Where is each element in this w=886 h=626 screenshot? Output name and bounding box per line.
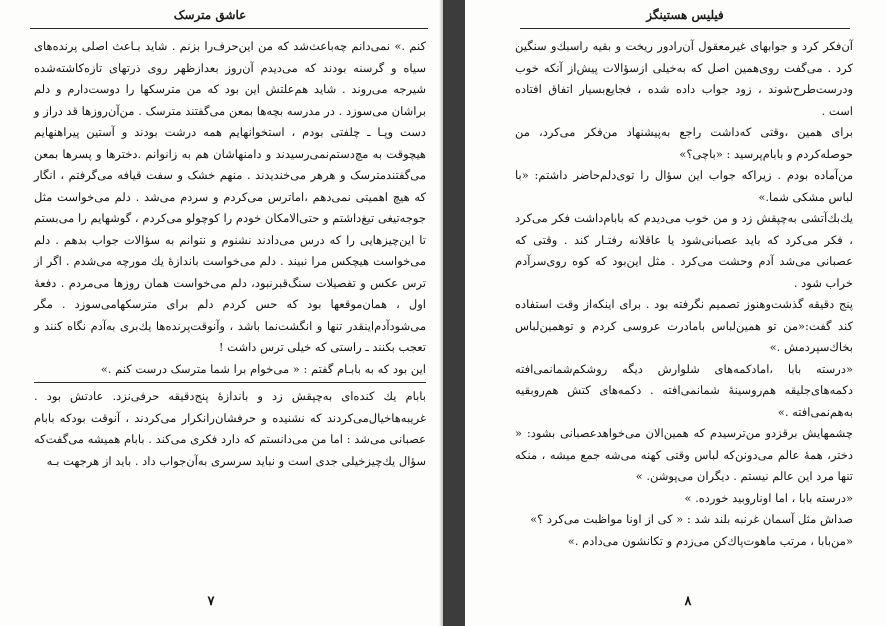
- paragraph: بابام یك‌ کنده‌ای به‌چپقش زد و باندازهٔ پنج‌دقیقه حرفی‌نزد. عادتش بود . غریبه‌ها‌خیال‌می‌کردند که نشنیده و حرفشان‌رانکرار می‌کردند ، آنوقت بودکه بابام عصبانی می‌شد : اما من می‌دانستم که دارد فکری می‌کند . بابام همیشه می‌گفت‌که سؤال یك‌چیزخیلی جدی است و نباید سرسری به‌آن‌جواب داد . باید از هرجهت بـه: [34, 389, 426, 468]
- paragraph: این بود که به بابـام گفتم : « می‌خوام برا شما مترسک درست کنم .»: [100, 361, 426, 376]
- right-page: [465, 0, 886, 626]
- header-rule: [30, 28, 428, 29]
- paragraph: کنم .» نمی‌دانم چه‌باعث‌شد که من این‌حرف‌را بزنم . شاید بـاعث اصلی پرنده‌های سیاه و گرسنه بودند که می‌دیدم آن‌روز بعدازظهر روی ذرتهای تازه‌کاشته‌شده شیرجه می‌روند . شاید هم‌علتش این بود که من مترسکها را دوست‌دارم و دلم براشان می‌سوزد . در مدرسه بچه‌ها بمعن می‌گفتند مترسک . من‌آن‌روزها قد دراز و دست وپـا ـ چلفتی بودم ، استخوانهایم همه درشت بودند و آستین پیراهنهایم هیچوقت به مچ‌دستم‌نمی‌رسیدند و دامنهاشان هم به زانوانم .دخترها و پسرها بمعن می‌گفتندمترسک و هرهر می‌خندیدند . منهم خشک و سفت قیافه می‌گرفتم ، انگار که هیچ اهمیتی نمی‌دهم ،اماترس می‌کردم و سردم می‌شد . دلم می‌خواست مثل جوجه‌تیغی تیغ‌داشتم و حتی‌الامکان خودم را کوچولو می‌کردم ، گوشهایم را می‌بستم تا این‌چیزهایی را که درس می‌دادند نشنوم و نتوانم به سؤالات جواب بدهم . دلم می‌خواست هیچکس مرا نبیند . دلم می‌خواست باندازهٔ یك مورچه می‌شدم . اگر از ترس عکس و تفصیلات سنگ‌قبرنبود، دلم می‌خواست همان روزها می‌مردم . دفعهٔ اول ، همان‌موقعها بود که حس کردم دلم برای مترسکهامی‌سوزد . مگر می‌شودآدم‌اینقدر تنها و انگشت‌نما باشد ، وآنوقت‌پرنده‌ها یك‌بری به‌آدم نگاه کنند و تعجب بکنند ـ راستی که خیلی ترس داشت !: [34, 39, 426, 354]
- header-rule: [520, 28, 850, 29]
- page-number: ۸: [684, 594, 692, 609]
- paragraph: «درسته بابا ،امادکمه‌های شلوارش دیگه روشکم‌شمانمی‌افته دکمه‌های‌جلیقه هم‌روسینهٔ شمانمی‌افته . دکمه‌های کتش هم‌روبقیه به‌هم‌نمی‌افته .»: [515, 361, 853, 419]
- paragraph: چشمهایش برقزدو من‌ترسیدم که همین‌الان می‌خواهدعصبانی بشود: « دختر، همهٔ عالم می‌دونن‌که لباس وقتی کهنه می‌شه جمع میشه ، منکه تنها مرد این عالم نیستم . دیگران می‌پوشن. »: [515, 426, 853, 483]
- paragraph: آن‌فکر کرد و جوابهای غیرمعقول آن‌رادور ریخت و بقیه راسبك‌و سنگین کرد . می‌گفت روی‌همین اصل که به‌خیلی ازسؤالات پیش‌از آنکه خوب ودرست‌طرح‌شوند ، زود جواب داده شده ، فجایع‌بسیار اتفاق افتاده است .: [515, 39, 853, 118]
- paragraph: «درسته بابا ، اما اوناروبید خورده. »: [684, 490, 853, 505]
- paragraph: صداش مثل آسمان غرنبه بلند شد : « کی از اونا مواظبت می‌کرد ؟»: [530, 512, 853, 526]
- page-number: ۷: [207, 594, 215, 609]
- paragraph: یك‌بك‌آتشی به‌چپقش زد و من خوب می‌دیدم که بابام‌داشت فکر می‌کرد ، فکر می‌کرد که باید عصبانی‌شود یا عاقلانه رفتـار کند . وقتی که عصبانی می‌شد آدم وحشت می‌کرد . مثل این‌بود که کوه روی‌سرآدم خراب شود .: [515, 211, 853, 290]
- running-head: فیلیس هستینگز: [646, 8, 724, 22]
- paragraph: پنج دقیقه گذشت‌وهنوز تصمیم نگرفته بود . برای اینکه‌از وقت استفاده کند گفت:«من تو همین‌لباس بامادرت عروسی کردم و توهمین‌لباس بخاك‌سپردمش .»: [515, 297, 853, 354]
- paragraph: برای همین ،وقتی که‌داشت راجع به‌پیشنهاد من‌فکر می‌کرد، من حوصله‌کردم و بابام‌پرسید : «باچی؟»: [515, 125, 853, 161]
- running-head: عاشق مترسک: [173, 8, 247, 22]
- page-body: [515, 36, 853, 552]
- paragraph: «من‌بابا ، مرتب ماهوت‌پاك‌کن می‌زدم و تکانشون می‌دادم .»: [567, 533, 853, 548]
- book-gutter: [443, 0, 465, 626]
- page-body: [34, 36, 426, 472]
- paragraph: من‌آماده بودم . زیراکه جواب این سؤال را توی‌دلم‌حاضر داشتم: «با لباس مشکی شما.»: [515, 168, 853, 204]
- section-rule: [34, 382, 426, 383]
